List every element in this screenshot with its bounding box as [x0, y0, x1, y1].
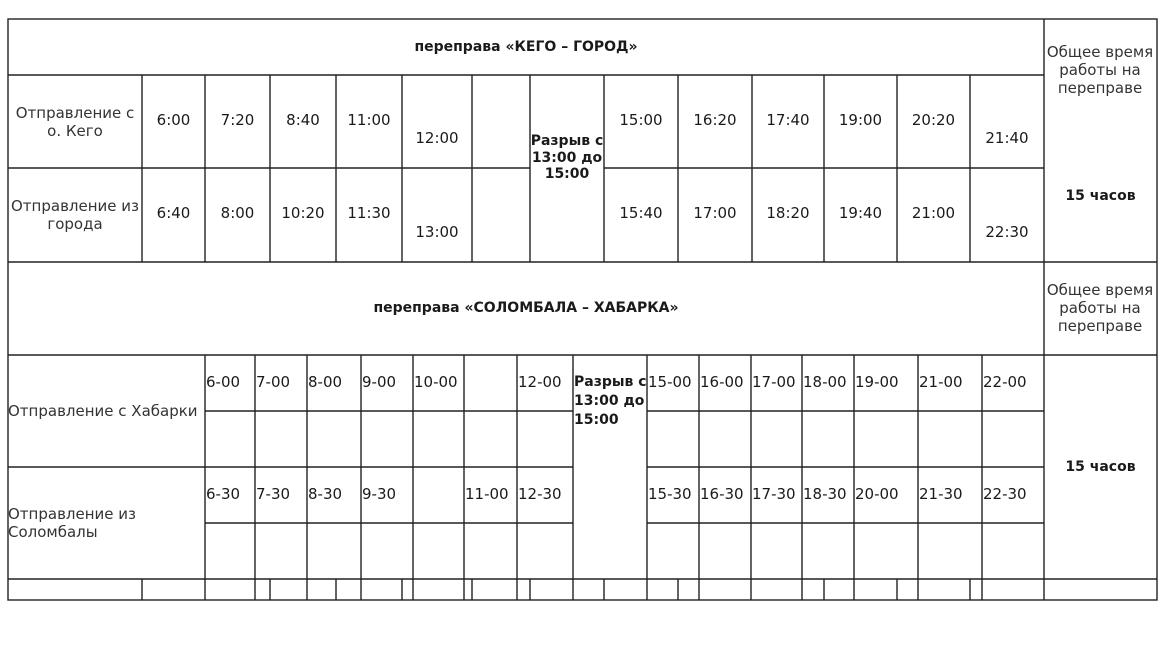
- ferry1-row1-time: 16:20: [693, 111, 737, 129]
- ferry1-row2-label: Отправление из города: [11, 197, 139, 233]
- ferry1-row1-time: 11:00: [347, 111, 391, 129]
- ferry1-row1-time: 7:20: [220, 111, 255, 129]
- ferry1-row1-time: 8:40: [286, 111, 320, 129]
- ferry1-row1-time: 17:40: [766, 111, 810, 129]
- ferry2-row2-time: 6-30: [206, 485, 241, 503]
- ferry2-title: переправа «СОЛОМБАЛА – ХАБАРКА»: [373, 300, 679, 317]
- ferry2-row1-time: 18-00: [803, 373, 847, 391]
- ferry2-row2-time: 11-00: [465, 485, 509, 503]
- ferry2-row2-label: Отправление из Соломбалы: [8, 505, 136, 541]
- ferry1-row2-time: 11:30: [347, 204, 391, 222]
- ferry2-row1-time: 21-00: [919, 373, 963, 391]
- ferry1-row2-time: 22:30: [985, 223, 1029, 241]
- ferry2-row2-time: [414, 485, 464, 505]
- ferry2-row1-label: Отправление с Хабарки: [8, 402, 198, 420]
- ferry1-total-header: Общее время работы на переправе: [1046, 43, 1154, 97]
- ferry2-row2-time: 22-30: [983, 485, 1027, 503]
- ferry1-row2-time: 13:00: [415, 223, 459, 241]
- ferry2-row1-time: 16-00: [700, 373, 744, 391]
- ferry1-row1-time: 15:00: [619, 111, 663, 129]
- ferry2-row2-time: 18-30: [803, 485, 847, 503]
- ferry1-row1-time: 19:00: [838, 111, 883, 129]
- ferry1-row2-time: 19:40: [838, 204, 883, 222]
- ferry1-row2-time: 15:40: [619, 204, 663, 222]
- ferry1-row1-time: 20:20: [911, 111, 956, 129]
- ferry1-row1-time: 12:00: [415, 129, 459, 147]
- ferry2-row1-time: 12-00: [518, 373, 562, 391]
- ferry2-row1-time: 7-00: [256, 373, 291, 391]
- ferry2-row2-time: 9-30: [362, 485, 397, 503]
- ferry2-total-value: 15 часов: [1065, 458, 1136, 475]
- ferry2-row2-time: 21-30: [919, 485, 963, 503]
- ferry2-row2-time: 20-00: [855, 485, 899, 503]
- ferry1-row1-label: Отправление с о. Кего: [15, 103, 135, 140]
- ferry2-row1-time: 19-00: [855, 373, 899, 391]
- ferry2-row1-time: [465, 373, 516, 393]
- ferry2-row1-time: 17-00: [752, 373, 796, 391]
- ferry2-row2-time: 7-30: [256, 485, 291, 503]
- ferry2-row1-time: 9-00: [362, 373, 397, 391]
- ferry2-row1-time: 22-00: [983, 373, 1027, 391]
- ferry2-break-text: Разрыв с 13:00 до 15:00: [574, 374, 647, 428]
- ferry1-row2-time: 18:20: [766, 204, 810, 222]
- ferry2-total-header: Общее время работы на переправе: [1046, 281, 1154, 335]
- ferry2-row2-time: 8-30: [308, 485, 343, 503]
- ferry1-row2-time: 21:00: [911, 204, 956, 222]
- ferry1-row1-time: 21:40: [985, 129, 1029, 147]
- ferry1-break-text: Разрыв с 13:00 до 15:00: [530, 132, 604, 183]
- ferry2-row2-time: 15-30: [648, 485, 692, 503]
- ferry1-row2-time: 6:40: [156, 204, 191, 222]
- ferry2-row2-time: 16-30: [700, 485, 744, 503]
- ferry1-row1-time: 6:00: [156, 111, 191, 129]
- ferry2-row2-time: 12-30: [518, 485, 562, 503]
- ferry1-title: переправа «КЕГО – ГОРОД»: [414, 38, 638, 55]
- ferry1-total-value: 15 часов: [1065, 187, 1136, 204]
- ferry2-row1-time: 6-00: [206, 373, 241, 391]
- ferry2-row1-time: 10-00: [414, 373, 458, 391]
- ferry2-row2-time: 17-30: [752, 485, 796, 503]
- ferry2-row1-time: 15-00: [648, 373, 692, 391]
- ferry2-row1-time: 8-00: [308, 373, 343, 391]
- ferry1-row2-time: 10:20: [281, 204, 325, 222]
- ferry1-row2-time: 8:00: [220, 204, 255, 222]
- ferry1-row2-time: 17:00: [693, 204, 737, 222]
